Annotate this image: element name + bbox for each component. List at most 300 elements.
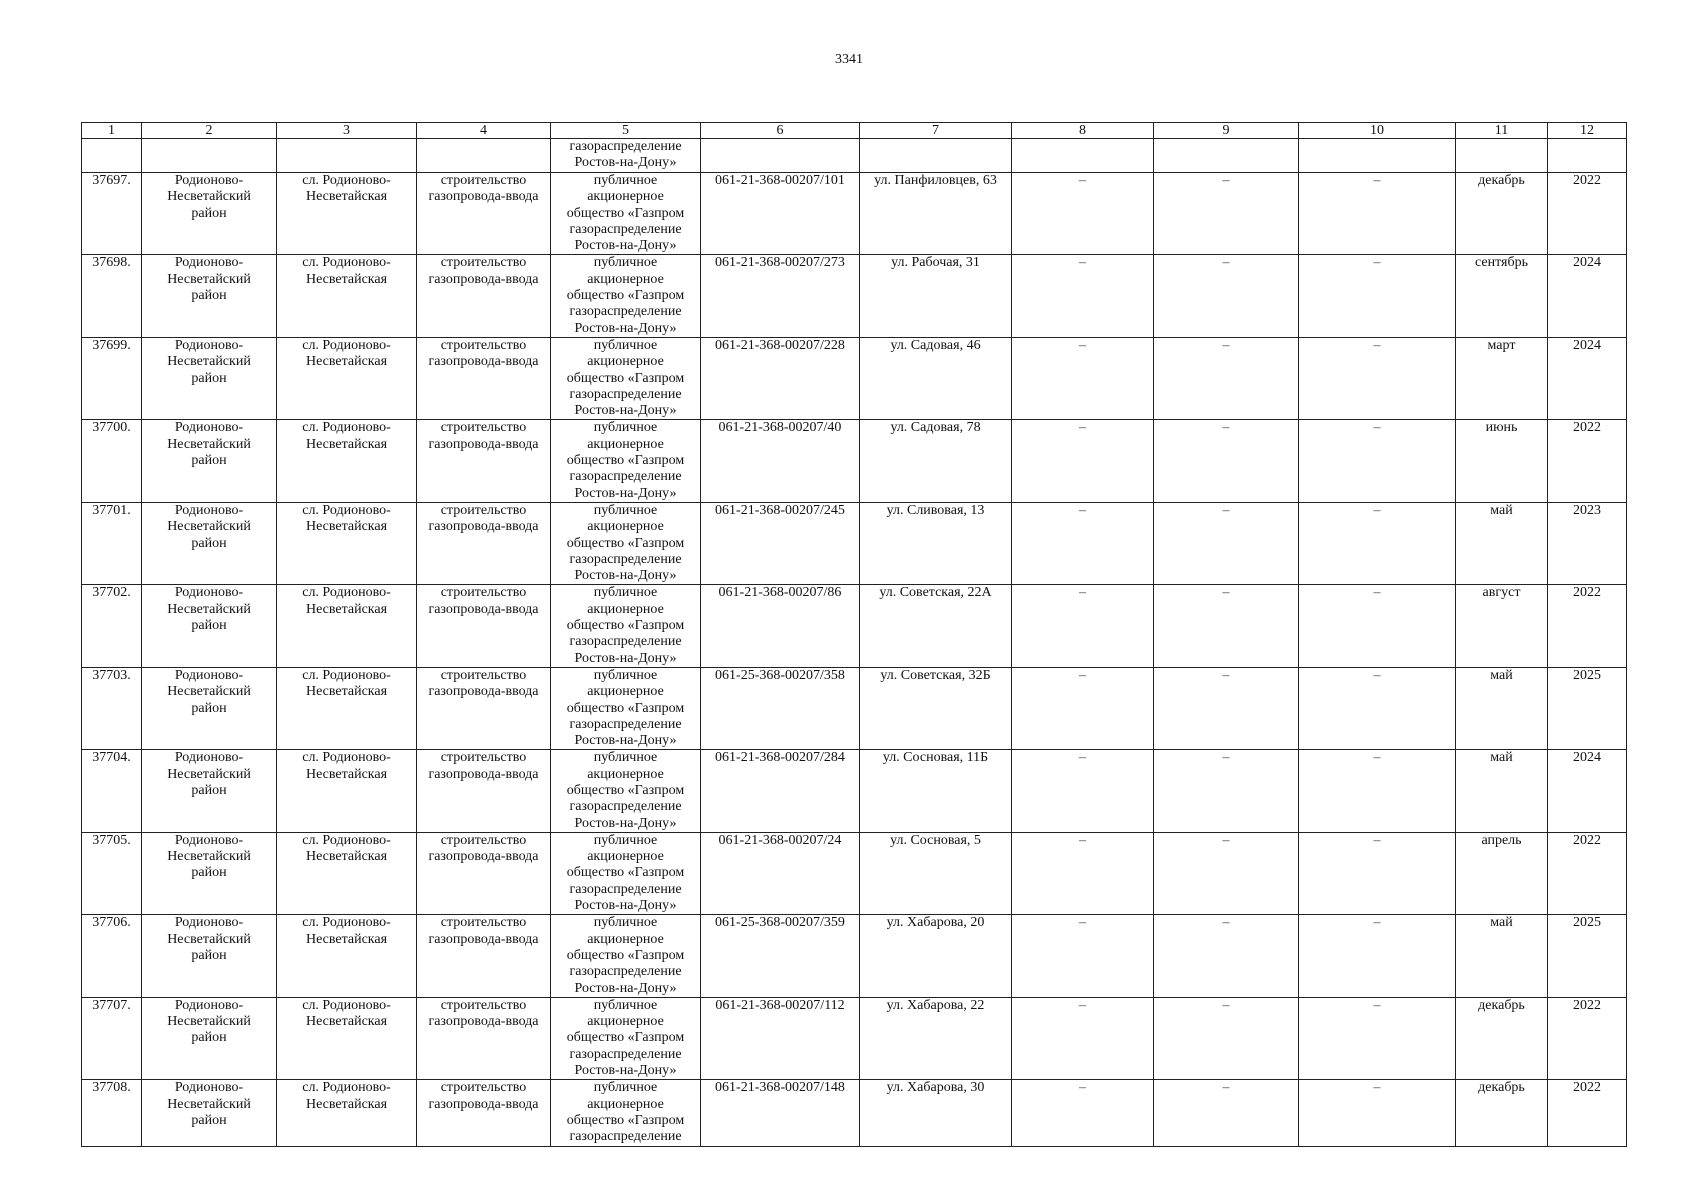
organization-line: публичное (593, 997, 658, 1013)
organization-line: газораспределение (569, 634, 682, 650)
dash-cell (1012, 585, 1154, 667)
dash-cell (1299, 750, 1456, 832)
work-type-line: строительство (440, 420, 527, 436)
district-line: район (191, 700, 227, 716)
dash-value: – (1373, 173, 1381, 188)
district-line: Несветайский (167, 601, 251, 617)
table-row (82, 915, 1627, 997)
district-line: Родионово- (174, 997, 244, 1013)
dash-cell (1154, 502, 1299, 584)
work-type-cell (417, 420, 551, 502)
district-line: Родионово- (174, 502, 244, 518)
work-type-line: газопровода-ввода (428, 354, 539, 370)
settlement-line: Несветайская (305, 436, 388, 452)
dash-value: – (1222, 173, 1230, 188)
organization-line: общество «Газпром (566, 782, 685, 798)
dash-cell (1012, 337, 1154, 419)
address: ул. Хабарова, 20 (886, 915, 985, 931)
dash-value: – (1222, 585, 1230, 601)
settlement-cell (277, 915, 417, 997)
column-header: 9 (1154, 123, 1299, 139)
settlement-line: сл. Родионово- (302, 832, 391, 848)
district-cell (142, 420, 277, 502)
month-cell (1456, 502, 1548, 584)
row-number: 37698. (92, 255, 131, 271)
organization-line: общество «Газпром (566, 1112, 685, 1128)
organization-line: Ростов-на-Дону» (574, 238, 677, 254)
settlement-line: сл. Родионово- (302, 1080, 391, 1096)
organization-cell (551, 139, 701, 173)
district-line: Несветайский (167, 436, 251, 452)
organization-cell (551, 832, 701, 914)
dash-cell (1299, 997, 1456, 1079)
dash-value: – (1373, 1080, 1381, 1096)
organization-line: акционерное (587, 601, 664, 617)
code-cell (701, 255, 860, 337)
dash-cell (1299, 420, 1456, 502)
work-type-cell (417, 173, 551, 255)
dash-value: – (1373, 585, 1381, 601)
district-cell (142, 667, 277, 749)
district-cell (142, 832, 277, 914)
settlement-cell (277, 173, 417, 255)
table-row (82, 502, 1627, 584)
work-type-line: газопровода-ввода (428, 601, 539, 617)
settlement-line: сл. Родионово- (302, 585, 391, 601)
dash-value: – (1079, 667, 1086, 683)
year: 2024 (1573, 750, 1601, 766)
column-header: 12 (1548, 123, 1627, 139)
settlement-line: Несветайская (305, 354, 388, 370)
settlement-line: Несветайская (305, 684, 388, 700)
organization-line: общество «Газпром (566, 947, 685, 963)
organization-line: акционерное (587, 519, 664, 535)
dash-cell (1154, 585, 1299, 667)
district-line: Родионово- (174, 585, 244, 601)
month: декабрь (1478, 1080, 1525, 1096)
year: 2022 (1573, 420, 1601, 436)
address-cell (860, 750, 1012, 832)
organization-line: общество «Газпром (566, 205, 685, 221)
continuation-row (82, 139, 1627, 173)
district-line: район (191, 535, 227, 551)
year-cell (1548, 915, 1627, 997)
object-code: 061-25-368-00207/358 (715, 667, 845, 683)
organization-line: газораспределение (569, 221, 682, 237)
table-row (82, 832, 1627, 914)
dash-value: – (1079, 750, 1086, 766)
dash-value: – (1079, 420, 1086, 436)
row-number-cell (82, 997, 142, 1079)
month: декабрь (1478, 997, 1525, 1013)
work-type-cell (417, 255, 551, 337)
dash-value: – (1222, 420, 1230, 436)
year-cell (1548, 502, 1627, 584)
district-line: Родионово- (174, 255, 244, 271)
district-line: Несветайский (167, 271, 251, 287)
organization-cell (551, 915, 701, 997)
year-cell (1548, 173, 1627, 255)
row-number: 37702. (92, 585, 131, 601)
dash-cell (1299, 667, 1456, 749)
year-cell (1548, 750, 1627, 832)
dash-cell (1154, 667, 1299, 749)
object-code: 061-25-368-00207/359 (715, 915, 845, 931)
district-cell (142, 173, 277, 255)
dash-cell (1012, 750, 1154, 832)
address-cell (860, 585, 1012, 667)
address-cell (860, 832, 1012, 914)
year: 2022 (1573, 997, 1601, 1013)
district-line: Родионово- (174, 750, 244, 766)
organization-line: газораспределение (569, 1129, 682, 1145)
district-cell (142, 585, 277, 667)
organization-line: публичное (593, 1080, 658, 1096)
empty-cell (277, 139, 417, 173)
settlement-line: Несветайская (305, 849, 388, 865)
column-header: 10 (1299, 123, 1456, 139)
year-cell (1548, 585, 1627, 667)
dash-cell (1154, 1080, 1299, 1146)
organization-line: газораспределение (569, 469, 682, 485)
month: декабрь (1478, 173, 1525, 188)
page-number: 3341 (835, 52, 863, 67)
settlement-line: Несветайская (305, 931, 388, 947)
object-code: 061-21-368-00207/148 (715, 1080, 845, 1096)
organization-line: публичное (593, 832, 658, 848)
empty-cell (417, 139, 551, 173)
dash-cell (1299, 255, 1456, 337)
column-header: 7 (860, 123, 1012, 139)
organization-cell (551, 502, 701, 584)
dash-value: – (1222, 915, 1230, 931)
object-code: 061-21-368-00207/112 (715, 997, 845, 1013)
work-type-line: газопровода-ввода (428, 1014, 539, 1030)
organization-cell (551, 1080, 701, 1146)
empty-cell (1456, 139, 1548, 173)
organization-line: газораспределение (569, 386, 682, 402)
organization-line: Ростов-на-Дону» (574, 650, 677, 666)
work-type-line: строительство (440, 915, 527, 931)
year: 2022 (1573, 832, 1601, 848)
code-cell (701, 337, 860, 419)
month: май (1490, 502, 1513, 518)
month-cell (1456, 255, 1548, 337)
row-number: 37703. (92, 667, 131, 683)
settlement-cell (277, 502, 417, 584)
empty-cell (1299, 139, 1456, 173)
work-type-line: строительство (440, 832, 527, 848)
work-type-cell (417, 585, 551, 667)
table-row (82, 667, 1627, 749)
year: 2023 (1573, 502, 1601, 518)
organization-line: публичное (593, 750, 658, 766)
dash-value: – (1079, 255, 1086, 271)
work-type-line: строительство (440, 667, 527, 683)
address-cell (860, 173, 1012, 255)
dash-cell (1154, 750, 1299, 832)
organization-cell (551, 173, 701, 255)
year-cell (1548, 1080, 1627, 1146)
month: май (1490, 915, 1513, 931)
dash-cell (1012, 255, 1154, 337)
dash-cell (1299, 832, 1456, 914)
dash-value: – (1222, 255, 1230, 271)
organization-cell (551, 420, 701, 502)
address: ул. Советская, 32Б (880, 667, 991, 683)
district-line: Родионово- (174, 667, 244, 683)
dash-cell (1012, 420, 1154, 502)
dash-cell (1012, 915, 1154, 997)
organization-line: общество «Газпром (566, 288, 685, 304)
row-number-cell (82, 667, 142, 749)
work-type-cell (417, 502, 551, 584)
district-line: район (191, 618, 227, 634)
column-header: 6 (701, 123, 860, 139)
dash-value: – (1373, 255, 1381, 271)
registry-table (81, 122, 1627, 1147)
column-header: 5 (551, 123, 701, 139)
organization-line: общество «Газпром (566, 865, 685, 881)
table-row (82, 1080, 1627, 1146)
district-line: Несветайский (167, 931, 251, 947)
dash-value: – (1373, 832, 1381, 848)
dash-cell (1012, 502, 1154, 584)
object-code: 061-21-368-00207/24 (718, 832, 842, 848)
organization-line: газораспределение (569, 551, 682, 567)
district-cell (142, 337, 277, 419)
month: июнь (1485, 420, 1518, 436)
row-number-cell (82, 915, 142, 997)
district-line: Несветайский (167, 519, 251, 535)
settlement-line: сл. Родионово- (302, 255, 391, 271)
code-cell (701, 750, 860, 832)
empty-cell (1154, 139, 1299, 173)
district-cell (142, 915, 277, 997)
year-cell (1548, 420, 1627, 502)
dash-cell (1012, 667, 1154, 749)
organization-line: Ростов-на-Дону» (574, 815, 677, 831)
district-cell (142, 997, 277, 1079)
district-line: Родионово- (174, 337, 244, 353)
organization-line: акционерное (587, 1096, 664, 1112)
organization-line: акционерное (587, 436, 664, 452)
table-row (82, 750, 1627, 832)
address-cell (860, 667, 1012, 749)
settlement-line: Несветайская (305, 766, 388, 782)
organization-line: публичное (593, 337, 658, 353)
address: ул. Сосновая, 11Б (882, 750, 989, 766)
organization-line: Ростов-на-Дону» (574, 898, 677, 914)
dash-value: – (1079, 915, 1086, 931)
organization-cell (551, 997, 701, 1079)
month: сентябрь (1475, 255, 1528, 271)
work-type-line: газопровода-ввода (428, 684, 539, 700)
row-number: 37707. (92, 997, 131, 1013)
settlement-cell (277, 585, 417, 667)
row-number-cell (82, 750, 142, 832)
dash-value: – (1079, 1080, 1086, 1096)
address: ул. Рабочая, 31 (891, 255, 980, 271)
month-cell (1456, 832, 1548, 914)
district-line: район (191, 370, 227, 386)
organization-line: публичное (593, 915, 658, 931)
address: ул. Садовая, 78 (890, 420, 981, 436)
work-type-line: строительство (440, 997, 527, 1013)
address: ул. Хабарова, 30 (886, 1080, 985, 1096)
month-cell (1456, 420, 1548, 502)
year-cell (1548, 337, 1627, 419)
month-cell (1456, 1080, 1548, 1146)
address: ул. Панфиловцев, 63 (874, 173, 997, 188)
district-line: Несветайский (167, 766, 251, 782)
district-cell (142, 502, 277, 584)
settlement-line: Несветайская (305, 601, 388, 617)
dash-value: – (1373, 502, 1381, 518)
organization-line: акционерное (587, 849, 664, 865)
settlement-line: сл. Родионово- (302, 750, 391, 766)
table-row (82, 585, 1627, 667)
address-cell (860, 420, 1012, 502)
settlement-line: сл. Родионово- (302, 667, 391, 683)
organization-line: Ростов-на-Дону» (574, 733, 677, 749)
settlement-line: Несветайская (305, 271, 388, 287)
work-type-line: строительство (440, 585, 527, 601)
dash-cell (1154, 420, 1299, 502)
settlement-line: Несветайская (305, 519, 388, 535)
row-number: 37708. (92, 1080, 131, 1096)
code-cell (701, 173, 860, 255)
dash-value: – (1222, 997, 1230, 1013)
district-line: район (191, 1030, 227, 1046)
empty-cell (1012, 139, 1154, 173)
empty-cell (701, 139, 860, 173)
organization-line: публичное (593, 502, 658, 518)
district-line: Родионово- (174, 173, 244, 188)
district-line: Несветайский (167, 684, 251, 700)
work-type-line: газопровода-ввода (428, 436, 539, 452)
work-type-line: строительство (440, 750, 527, 766)
dash-cell (1154, 997, 1299, 1079)
column-header: 4 (417, 123, 551, 139)
column-header: 8 (1012, 123, 1154, 139)
code-cell (701, 997, 860, 1079)
object-code: 061-21-368-00207/101 (715, 173, 845, 188)
district-line: район (191, 782, 227, 798)
work-type-cell (417, 750, 551, 832)
address: ул. Сосновая, 5 (890, 832, 981, 848)
code-cell (701, 502, 860, 584)
organization-line: Ростов-на-Дону» (574, 485, 677, 501)
table-row (82, 173, 1627, 255)
month-cell (1456, 337, 1548, 419)
dash-value: – (1079, 997, 1086, 1013)
organization-line: публичное (593, 255, 658, 271)
month: март (1487, 337, 1516, 353)
district-cell (142, 750, 277, 832)
work-type-cell (417, 337, 551, 419)
month: апрель (1481, 832, 1522, 848)
organization-line: публичное (593, 173, 658, 188)
dash-value: – (1373, 997, 1381, 1013)
row-number: 37705. (92, 832, 131, 848)
work-type-cell (417, 1080, 551, 1146)
settlement-cell (277, 1080, 417, 1146)
table-row (82, 997, 1627, 1079)
district-line: район (191, 947, 227, 963)
organization-line: акционерное (587, 684, 664, 700)
empty-cell (142, 139, 277, 173)
work-type-line: строительство (440, 1080, 527, 1096)
organization-line: Ростов-на-Дону» (574, 155, 677, 171)
month: май (1490, 667, 1513, 683)
organization-line: акционерное (587, 766, 664, 782)
work-type-cell (417, 667, 551, 749)
dash-cell (1299, 337, 1456, 419)
organization-cell (551, 750, 701, 832)
code-cell (701, 915, 860, 997)
row-number: 37701. (92, 502, 131, 518)
settlement-cell (277, 255, 417, 337)
work-type-line: газопровода-ввода (428, 766, 539, 782)
month-cell (1456, 750, 1548, 832)
organization-line: газораспределение (569, 881, 682, 897)
dash-cell (1154, 255, 1299, 337)
month-cell (1456, 915, 1548, 997)
month-cell (1456, 667, 1548, 749)
row-number-cell (82, 832, 142, 914)
row-number: 37699. (92, 337, 131, 353)
address: ул. Хабарова, 22 (886, 997, 985, 1013)
dash-value: – (1222, 667, 1230, 683)
dash-value: – (1079, 173, 1086, 188)
organization-line: газораспределение (569, 139, 682, 154)
organization-line: газораспределение (569, 716, 682, 732)
organization-line: Ростов-на-Дону» (574, 1063, 677, 1079)
work-type-line: газопровода-ввода (428, 271, 539, 287)
column-header: 1 (82, 123, 142, 139)
settlement-line: сл. Родионово- (302, 420, 391, 436)
settlement-line: сл. Родионово- (302, 173, 391, 188)
month-cell (1456, 997, 1548, 1079)
column-header: 11 (1456, 123, 1548, 139)
year: 2025 (1573, 667, 1601, 683)
organization-line: общество «Газпром (566, 1030, 685, 1046)
row-number: 37706. (92, 915, 131, 931)
settlement-line: сл. Родионово- (302, 997, 391, 1013)
code-cell (701, 585, 860, 667)
district-line: Родионово- (174, 915, 244, 931)
month: май (1490, 750, 1513, 766)
dash-value: – (1373, 420, 1381, 436)
code-cell (701, 420, 860, 502)
year-cell (1548, 832, 1627, 914)
row-number-cell (82, 585, 142, 667)
organization-line: газораспределение (569, 799, 682, 815)
object-code: 061-21-368-00207/40 (718, 420, 842, 436)
organization-line: общество «Газпром (566, 370, 685, 386)
organization-line: акционерное (587, 1014, 664, 1030)
district-line: Несветайский (167, 1014, 251, 1030)
dash-value: – (1373, 915, 1381, 931)
year: 2024 (1573, 255, 1601, 271)
organization-line: общество «Газпром (566, 618, 685, 634)
year-cell (1548, 255, 1627, 337)
empty-cell (860, 139, 1012, 173)
row-number-cell (82, 337, 142, 419)
district-line: Несветайский (167, 354, 251, 370)
settlement-cell (277, 420, 417, 502)
